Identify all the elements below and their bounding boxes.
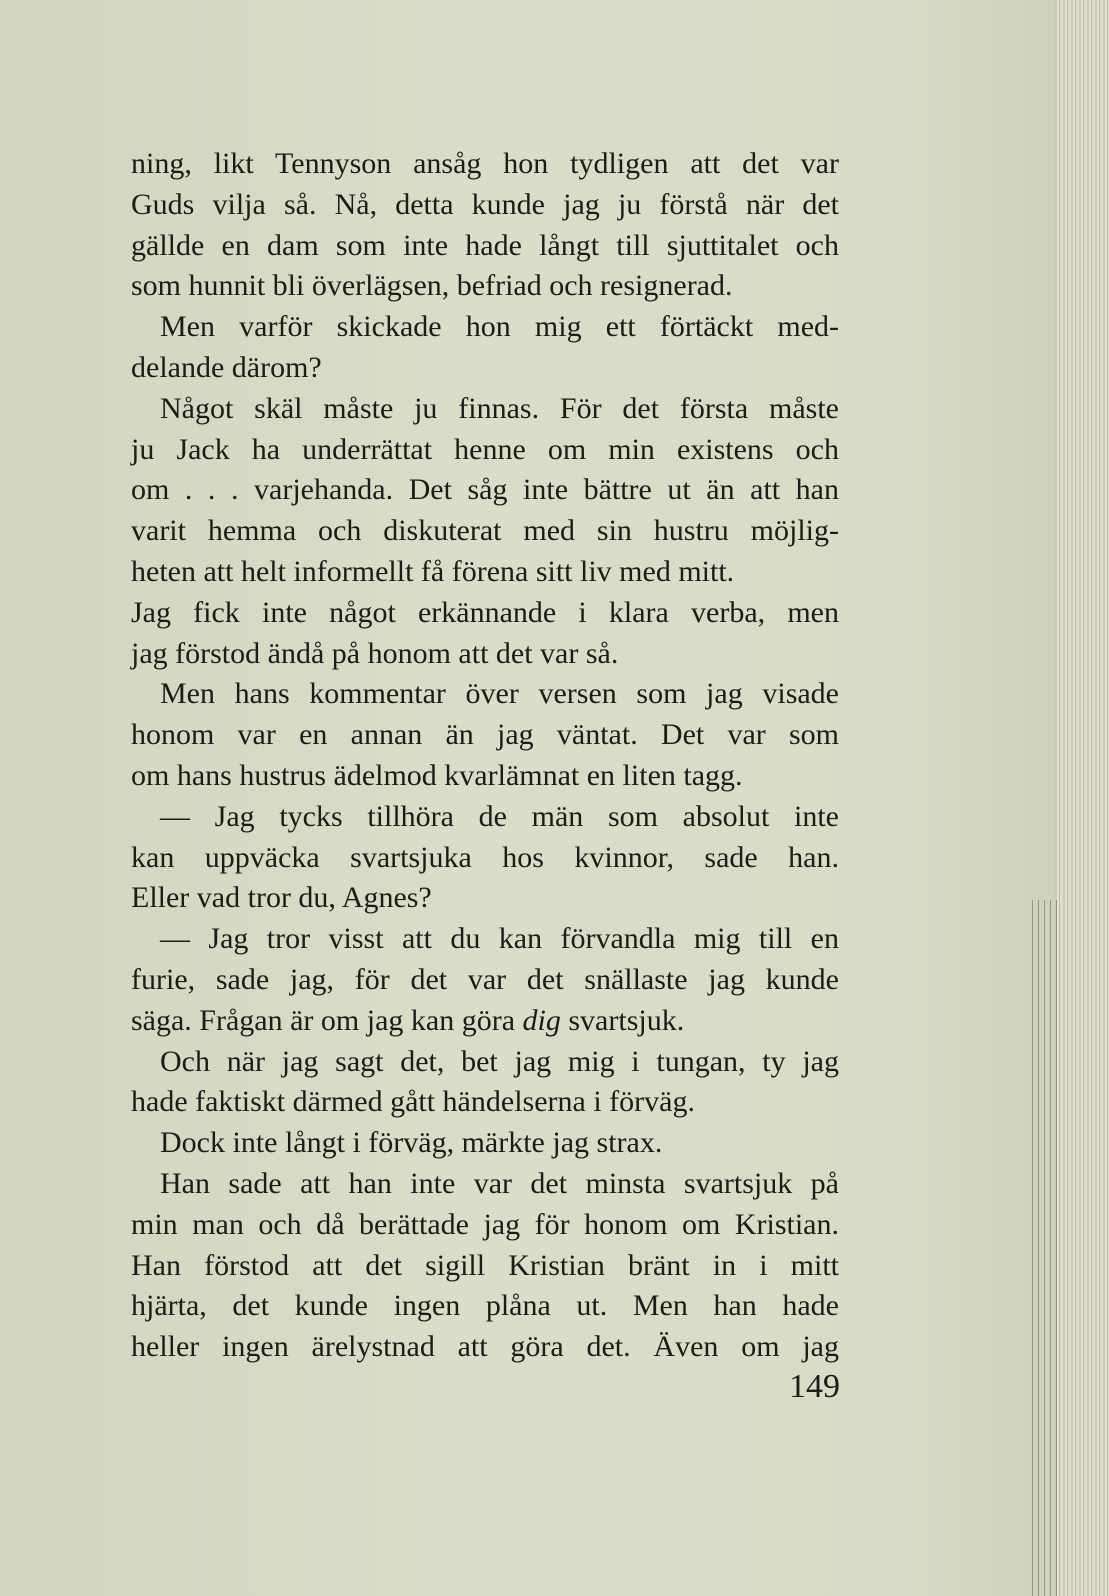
text-line: Dock inte långt i förväg, märkte jag strax.: [160, 1126, 663, 1160]
text-line: ning, likt Tennyson ansåg hon tydligen att det var: [131, 147, 839, 180]
text-line: kan uppväcka svartsjuka hos kvinnor, sade han.: [131, 840, 839, 874]
page-stack-edge: [1055, 0, 1109, 1596]
text-line: Han sade att han inte var det minsta svartsjuk på: [160, 1166, 839, 1200]
text-line: heten att helt informellt få förena sitt liv med mitt.: [131, 554, 735, 588]
text-line: som hunnit bli överlägsen, befriad och resignerad.: [131, 269, 733, 303]
emphasized-word: dig: [522, 1003, 561, 1037]
text-line: Guds vilja så. Nå, detta kunde jag ju förstå när det: [131, 187, 839, 221]
text-line: min man och då berättade jag för honom om Kristian.: [131, 1207, 839, 1241]
text-line: [131, 1001, 839, 1042]
text-line: furie, sade jag, för det var det snällaste jag kunde: [131, 962, 839, 996]
text-line: Något skäl måste ju finnas. För det första måste: [160, 391, 839, 425]
text-line: Eller vad tror du, Agnes?: [131, 881, 432, 915]
text-fragment: säga. Frågan är om jag kan göra: [131, 1003, 523, 1037]
page-number: 149: [789, 1368, 840, 1405]
text-line: Han förstod att det sigill Kristian bränt in i mitt: [131, 1248, 839, 1282]
text-line: om . . . varjehanda. Det såg inte bättre ut än att han: [131, 473, 839, 507]
text-line: Och när jag sagt det, bet jag mig i tungan, ty jag: [160, 1044, 839, 1078]
text-line: varit hemma och diskuterat med sin hustru möjlig-: [131, 514, 839, 548]
text-line: heller ingen ärelystnad att göra det. Även om jag: [131, 1330, 839, 1364]
text-line: hade faktiskt därmed gått händelserna i förväg.: [131, 1085, 695, 1119]
text-line: — Jag tycks tillhöra de män som absolut inte: [160, 799, 839, 833]
text-line: honom var en annan än jag väntat. Det var som: [131, 718, 839, 752]
text-line: Men hans kommentar över versen som jag visade: [160, 677, 839, 711]
text-fragment: svartsjuk.: [560, 1003, 685, 1037]
text-line: hjärta, det kunde ingen plåna ut. Men han hade: [131, 1289, 839, 1323]
text-line: jag förstod ändå på honom att det var så.: [131, 636, 619, 670]
body-text: [131, 144, 839, 1368]
text-line: — Jag tror visst att du kan förvandla mig till en: [160, 922, 839, 956]
page-stack-shadow: [1032, 900, 1058, 1596]
text-line: delande därom?: [131, 350, 322, 384]
text-line: Men varför skickade hon mig ett förtäckt med-: [160, 310, 839, 344]
text-line: ju Jack ha underrättat henne om min existens och: [131, 432, 839, 466]
text-line: gällde en dam som inte hade långt till sjuttitalet och: [131, 228, 839, 262]
text-line: om hans hustrus ädelmod kvarlämnat en liten tagg.: [131, 758, 743, 792]
text-line: Jag fick inte något erkännande i klara verba, men: [131, 595, 839, 629]
